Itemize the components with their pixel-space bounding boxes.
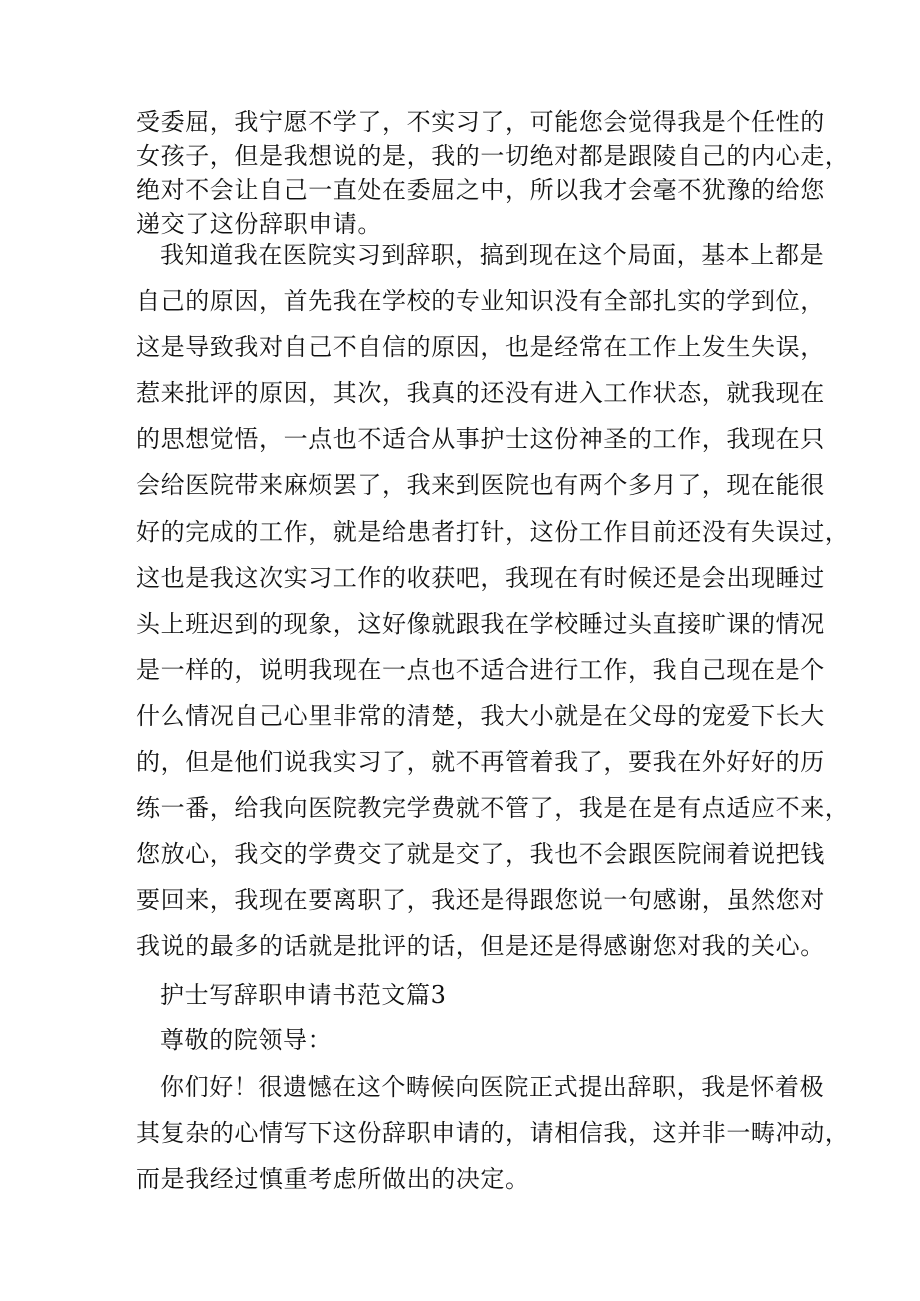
paragraph-2-line-15: 要回来，我现在要离职了，我还是得跟您说一句感谢，虽然您对: [136, 886, 825, 914]
paragraph-2-line-5: 的思想觉悟，一点也不适合从事护士这份神圣的工作，我现在只: [136, 425, 825, 453]
paragraph-2-line-11: 什么情况自己心里非常的清楚，我大小就是在父母的宠爱下长大: [136, 702, 825, 730]
paragraph-2-line-9: 头上班迟到的现象，这好像就跟我在学校睡过头直接旷课的情况: [136, 610, 825, 638]
paragraph-2-line-10: 是一样的，说明我现在一点也不适合进行工作，我自己现在是个: [136, 656, 825, 684]
paragraph-2-line-8: 这也是我这次实习工作的收获吧，我现在有时候还是会出现睡过: [136, 564, 825, 592]
paragraph-2-line-12: 的，但是他们说我实习了，就不再管着我了，要我在外好好的历: [136, 748, 825, 776]
paragraph-2-line-13: 练一番，给我向医院教完学费就不管了，我是在是有点适应不来，: [136, 794, 850, 822]
paragraph-2-line-3: 这是导致我对自己不自信的原因，也是经常在工作上发生失误，: [136, 333, 825, 361]
paragraph-1-line-4: 递交了这份辞职申请。: [136, 210, 382, 238]
paragraph-1-line-2: 女孩子，但是我想说的是，我的一切绝对都是跟陵自己的内心走，: [136, 142, 850, 170]
paragraph-2-line-2: 自己的原因，首先我在学校的专业知识没有全部扎实的学到位，: [136, 287, 825, 315]
paragraph-2-line-7: 好的完成的工作，就是给患者打针，这份工作目前还没有失误过，: [136, 518, 850, 546]
paragraph-1-line-3: 绝对不会让自己一直处在委屈之中，所以我才会毫不犹豫的给您: [136, 176, 825, 204]
paragraph-3-line-2: 其复杂的心情写下这份辞职申请的，请相信我，这并非一畴冲动，: [136, 1119, 850, 1147]
salutation: 尊敬的院领导：: [160, 1026, 333, 1054]
paragraph-2-line-6: 会给医院带来麻烦罢了，我来到医院也有两个多月了，现在能很: [136, 471, 825, 499]
paragraph-2-line-16: 我说的最多的话就是批评的话，但是还是得感谢您对我的关心。: [136, 932, 825, 960]
paragraph-1-line-1: 受委屈，我宁愿不学了，不实习了，可能您会觉得我是个任性的: [136, 108, 825, 136]
paragraph-2-line-14: 您放心，我交的学费交了就是交了，我也不会跟医院闹着说把钱: [136, 840, 825, 868]
paragraph-3-line-1: 你们好！很遗憾在这个畴候向医院正式提出辞职，我是怀着极: [160, 1073, 825, 1101]
paragraph-3-line-3: 而是我经过慎重考虑所做出的决定。: [136, 1165, 530, 1193]
section-heading: 护士写辞职申请书范文篇3: [160, 981, 447, 1009]
paragraph-2-line-4: 惹来批评的原因，其次，我真的还没有进入工作状态，就我现在: [136, 379, 825, 407]
paragraph-2-line-1: 我知道我在医院实习到辞职，搞到现在这个局面，基本上都是: [160, 241, 825, 269]
